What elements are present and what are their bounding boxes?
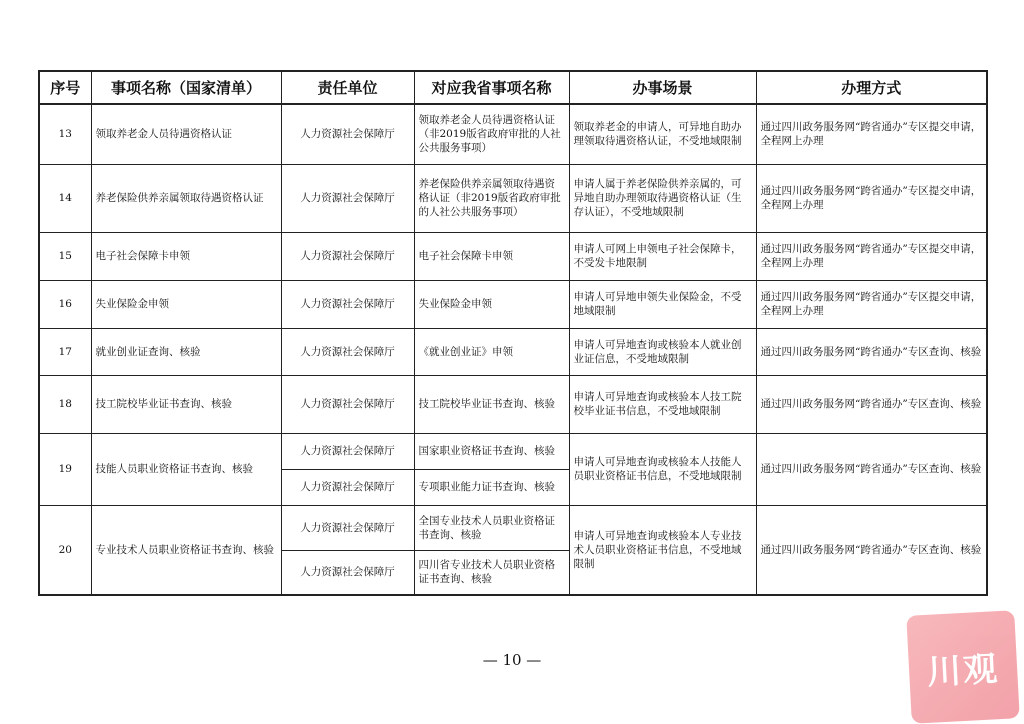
- cell-scenario: 申请人可异地查询或核验本人技工院校毕业证书信息，不受地域限制: [569, 375, 756, 433]
- cell-method: 通过四川政务服务网“跨省通办”专区查询、核验: [756, 505, 987, 595]
- cell-method: 通过四川政务服务网“跨省通办”专区查询、核验: [756, 328, 987, 375]
- cell-scenario: 申请人可异地查询或核验本人就业创业证信息，不受地域限制: [569, 328, 756, 375]
- service-items-table: [38, 70, 988, 596]
- cell-province-item: 养老保险供养亲属领取待遇资格认证（非2019版省政府审批的人社公共服务事项）: [414, 164, 569, 232]
- cell-unit: 人力资源社会保障厅: [281, 550, 414, 595]
- table-header-row: [39, 71, 987, 104]
- cell-province-item: 全国专业技术人员职业资格证书查询、核验: [414, 505, 569, 550]
- cell-item-name: 失业保险金申领: [91, 280, 281, 328]
- cell-unit: 人力资源社会保障厅: [281, 433, 414, 469]
- cell-method: 通过四川政务服务网“跨省通办”专区提交申请，全程网上办理: [756, 164, 987, 232]
- table-row: [39, 104, 987, 164]
- cell-scenario: 申请人可网上申领电子社会保障卡，不受发卡地限制: [569, 232, 756, 280]
- cell-method: 通过四川政务服务网“跨省通办”专区提交申请，全程网上办理: [756, 280, 987, 328]
- table-row: [39, 505, 987, 550]
- cell-province-item: 《就业创业证》申领: [414, 328, 569, 375]
- cell-scenario: 申请人属于养老保险供养亲属的，可异地自助办理领取待遇资格认证（生存认证），不受地域限制: [569, 164, 756, 232]
- cell-seq: 15: [39, 232, 91, 280]
- cell-item-name: 就业创业证查询、核验: [91, 328, 281, 375]
- cell-method: 通过四川政务服务网“跨省通办”专区查询、核验: [756, 433, 987, 505]
- cell-province-item: 失业保险金申领: [414, 280, 569, 328]
- cell-scenario: 申请人可异地查询或核验本人专业技术人员职业资格证书信息，不受地域限制: [569, 505, 756, 595]
- cell-province-item: 领取养老金人员待遇资格认证（非2019版省政府审批的人社公共服务事项）: [414, 104, 569, 164]
- header-item-name: 事项名称（国家清单）: [91, 71, 281, 104]
- cell-item-name: 领取养老金人员待遇资格认证: [91, 104, 281, 164]
- cell-unit: 人力资源社会保障厅: [281, 280, 414, 328]
- header-unit: 责任单位: [281, 71, 414, 104]
- cell-scenario: 领取养老金的申请人，可异地自助办理领取待遇资格认证，不受地域限制: [569, 104, 756, 164]
- cell-province-item: 电子社会保障卡申领: [414, 232, 569, 280]
- cell-unit: 人力资源社会保障厅: [281, 505, 414, 550]
- header-method: 办理方式: [756, 71, 987, 104]
- cell-unit: 人力资源社会保障厅: [281, 328, 414, 375]
- cell-item-name: 技工院校毕业证书查询、核验: [91, 375, 281, 433]
- cell-seq: 13: [39, 104, 91, 164]
- cell-method: 通过四川政务服务网“跨省通办”专区提交申请，全程网上办理: [756, 232, 987, 280]
- cell-unit: 人力资源社会保障厅: [281, 164, 414, 232]
- page-number: — 10 —: [482, 651, 542, 669]
- table-row: [39, 375, 987, 433]
- cell-item-name: 养老保险供养亲属领取待遇资格认证: [91, 164, 281, 232]
- header-province-item: 对应我省事项名称: [414, 71, 569, 104]
- cell-item-name: 技能人员职业资格证书查询、核验: [91, 433, 281, 505]
- cell-seq: 14: [39, 164, 91, 232]
- cell-unit: 人力资源社会保障厅: [281, 375, 414, 433]
- cell-province-item: 四川省专业技术人员职业资格证书查询、核验: [414, 550, 569, 595]
- cell-seq: 17: [39, 328, 91, 375]
- cell-seq: 16: [39, 280, 91, 328]
- cell-province-item: 国家职业资格证书查询、核验: [414, 433, 569, 469]
- chuanguan-watermark-logo: 川观: [906, 610, 1020, 724]
- cell-seq: 20: [39, 505, 91, 595]
- cell-method: 通过四川政务服务网“跨省通办”专区查询、核验: [756, 375, 987, 433]
- table-row: [39, 328, 987, 375]
- table-row: [39, 232, 987, 280]
- cell-province-item: 专项职业能力证书查询、核验: [414, 469, 569, 505]
- cell-seq: 19: [39, 433, 91, 505]
- cell-item-name: 专业技术人员职业资格证书查询、核验: [91, 505, 281, 595]
- cell-item-name: 电子社会保障卡申领: [91, 232, 281, 280]
- cell-unit: 人力资源社会保障厅: [281, 469, 414, 505]
- cell-unit: 人力资源社会保障厅: [281, 232, 414, 280]
- cell-method: 通过四川政务服务网“跨省通办”专区提交申请，全程网上办理: [756, 104, 987, 164]
- header-seq: 序号: [39, 71, 91, 104]
- table-row: [39, 433, 987, 469]
- cell-province-item: 技工院校毕业证书查询、核验: [414, 375, 569, 433]
- header-scenario: 办事场景: [569, 71, 756, 104]
- cell-unit: 人力资源社会保障厅: [281, 104, 414, 164]
- cell-seq: 18: [39, 375, 91, 433]
- cell-scenario: 申请人可异地申领失业保险金，不受地域限制: [569, 280, 756, 328]
- cell-scenario: 申请人可异地查询或核验本人技能人员职业资格证书信息，不受地域限制: [569, 433, 756, 505]
- table-row: [39, 164, 987, 232]
- table-row: [39, 280, 987, 328]
